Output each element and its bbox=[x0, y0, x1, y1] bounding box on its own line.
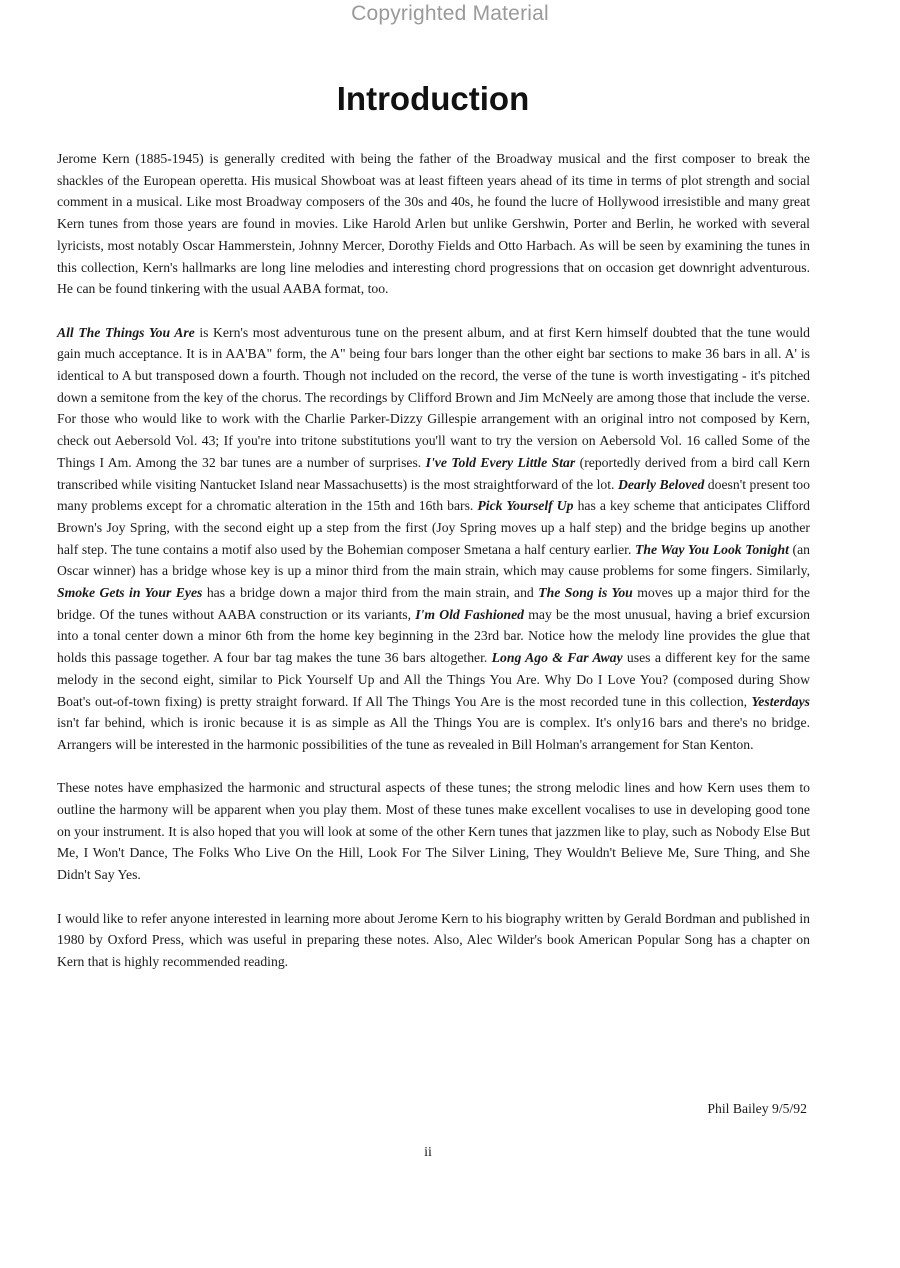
intro-body bbox=[57, 148, 810, 994]
page-number: ii bbox=[424, 1145, 432, 1160]
paragraph-text: (reportedly derived from a bird call Kern transcribed while visiting Nantucket Island near Massachusetts) is the most straightforward of the lot. bbox=[57, 454, 810, 492]
tune-title: Dearly Beloved bbox=[617, 476, 705, 492]
copyright-watermark: Copyrighted Material bbox=[351, 2, 549, 25]
paragraph-text: is Kern's most adventurous tune on the present album, and at first Kern himself doubted that the tune would gain much acceptance. It is in AA'BA" form, the A" being four bars longer than the other eight bar sections to make 36 bars in all. A' is identical to A but transposed down a fourth. Though not included on the record, the verse of the tune is worth investigating - it's pitched down a semitone from the key of the chorus. The recordings by Clifford Brown and Jim McNeely are among those that include the verse. For those who would like to work with the Charlie Parker-Dizzy Gillespie arrangement with an original intro not composed by Kern, check out Aebersold Vol. 43; If you're into tritone substitutions you'll want to try the version on Aebersold Vol. 16 called Some of the Things I Am. Among the 32 bar tunes are a number of surprises. bbox=[57, 324, 810, 470]
tune-title: Yesterdays bbox=[751, 693, 810, 709]
paragraph-text: moves up a major third for the bridge. Of the tunes without AABA construction or its variants, bbox=[57, 585, 810, 622]
paragraph-4: I would like to refer anyone interested in learning more about Jerome Kern to his biography written by Gerald Bordman and published in 1980 by Oxford Press, which was useful in preparing these notes. Also, Alec Wilder's book American Popular Song has a chapter on Kern that is highly recommended reading. bbox=[57, 910, 810, 969]
paragraph-text: may be the most unusual, having a brief excursion into a tonal center down a minor 6th from the home key beginning in the 23rd bar. Notice how the melody line provides the glue that holds this passage together. A four bar tag makes the tune 36 bars altogether. bbox=[57, 606, 810, 666]
tune-title: Smoke Gets in Your Eyes bbox=[57, 585, 203, 601]
paragraph-3: These notes have emphasized the harmonic and structural aspects of these tunes; the strong melodic lines and how Kern uses them to outline the harmony will be apparent when you play them. Most of these tunes make excellent vocalises to use in developing good tone on your instrument. It is also hoped that you will look at some of the other Kern tunes that jazzmen like to play, such as Nobody Else But Me, I Won't Dance, The Folks Who Live On the Hill, Look For The Silver Lining, They Wouldn't Believe Me, Sure Thing, and She Didn't Say Yes. bbox=[57, 780, 810, 883]
tune-title: I've Told Every Little Star bbox=[425, 454, 576, 470]
tune-title: I'm Old Fashioned bbox=[415, 606, 525, 622]
paragraph-text: uses a different key for the same melody in the second eight, similar to Pick Yourself Up and All the Things You Are. Why Do I Love You? (composed during Show Boat's out-of-town fixing) is pretty straight forward. If All The Things You Are is the most recorded tune in this collection, bbox=[57, 650, 810, 709]
author-signature: Phil Bailey 9/5/92 bbox=[707, 1101, 807, 1116]
tune-title: The Way You Look Tonight bbox=[634, 541, 789, 557]
tune-title: The Song is You bbox=[538, 585, 633, 601]
page-title: Introduction bbox=[336, 80, 530, 117]
paragraph-text: has a bridge down a major third from the main strain, and bbox=[202, 585, 539, 601]
tune-title: Pick Yourself Up bbox=[477, 498, 574, 514]
paragraph-text: (an Oscar winner) has a bridge whose key is up a minor third from the main strain, which may cause problems for some fingers. Similarly, bbox=[57, 541, 811, 579]
tune-title: All The Things You Are bbox=[57, 324, 195, 340]
paragraph-2 bbox=[57, 322, 810, 756]
paragraph-1: Jerome Kern (1885-1945) is generally credited with being the father of the Broadway musical and the first composer to break the shackles of the European operetta. His musical Showboat was at least fifteen years ahead of its time in terms of plot strength and social comment in a musical. Like most Broadway composers of the 30s and 40s, he found the lucre of Hollywood irresistible and many great Kern tunes from those years are found in movies. Like Harold Arlen but unlike Gershwin, Porter and Berlin, he worked with several lyricists, most notably Oscar Hammerstein, Johnny Mercer, Dorothy Fields and Otto Harbach. As will be seen by examining the tunes in this collection, Kern's hallmarks are long line melodies and interesting chord progressions that on occasion get downright adventurous. He can be found tinkering with the usual AABA format, too. bbox=[57, 151, 810, 297]
paragraph-text: doesn't present too many problems except for a chromatic alteration in the 15th and 16th bars. bbox=[57, 476, 810, 514]
tune-title: Long Ago & Far Away bbox=[491, 650, 623, 666]
paragraph-text: isn't far behind, which is ironic because it is as simple as All the Things You are is complex. It's only16 bars and there's no bridge. Arrangers will be interested in the harmonic possibilities of the tune as revealed in Bill Holman's arrangement for Stan Kenton. bbox=[57, 715, 810, 752]
paragraph-text: has a key scheme that anticipates Clifford Brown's Joy Spring, with the second eight up a step from the first (Joy Spring moves up a half step) and the bridge begins up another half step. The tune contains a motif also used by the Bohemian composer Smetana a half century earlier. bbox=[57, 498, 811, 557]
